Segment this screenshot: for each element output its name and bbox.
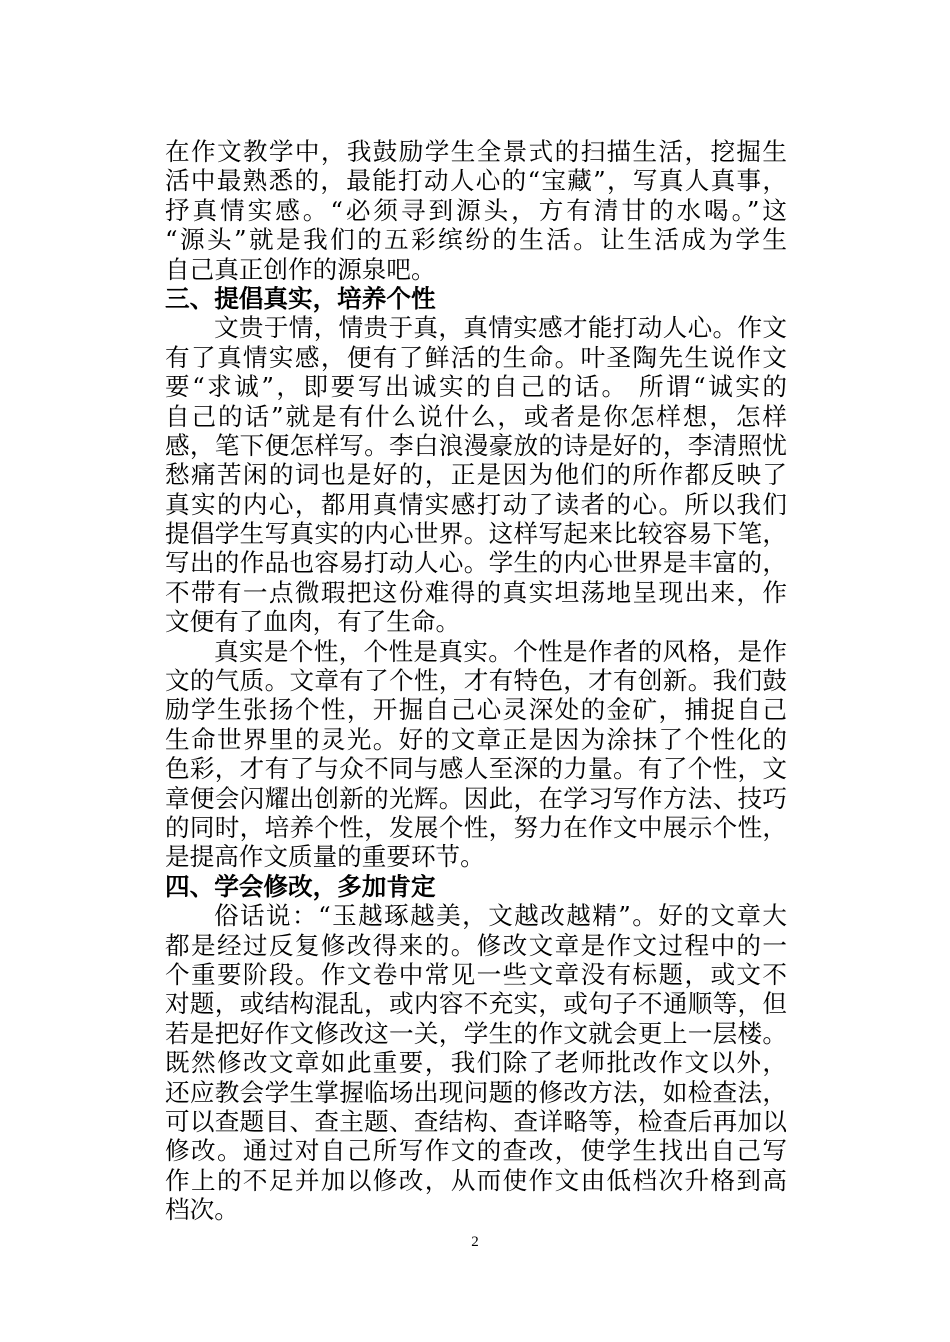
section-heading: 四、学会修改，多加肯定 [165,871,436,901]
paragraph-line: 要“求诚”，即要写出诚实的自己的话。 所谓“诚实的 [165,372,787,402]
paragraph-line: 修改。通过对自己所写作文的查改，使学生找出自己写 [165,1136,787,1166]
section-heading: 三、提倡真实，培养个性 [165,283,436,313]
paragraph-line: 的同时，培养个性，发展个性，努力在作文中展示个性， [165,812,787,842]
paragraph-line: 不带有一点微瑕把这份难得的真实坦荡地呈现出来，作 [165,577,787,607]
paragraph-line: 文贵于情，情贵于真，真情实感才能打动人心。作文 [214,313,787,343]
paragraph-line: 俗话说：“玉越琢越美，文越改越精”。好的文章大 [214,901,787,931]
paragraph-line: 真实的内心，都用真情实感打动了读者的心。所以我们 [165,489,787,519]
paragraph-line: 是提高作文质量的重要环节。 [165,842,485,872]
document-body [165,137,787,1224]
paragraph-line: 活中最熟悉的，最能打动人心的“宝藏”，写真人真事， [165,166,787,196]
paragraph-line: “源头”就是我们的五彩缤纷的生活。让生活成为学生 [165,225,787,255]
paragraph-line: 自己的话”就是有什么说什么，或者是你怎样想，怎样 [165,401,787,431]
paragraph-line: 在作文教学中，我鼓励学生全景式的扫描生活，挖掘生 [165,137,787,166]
paragraph-line: 可以查题目、查主题、查结构、查详略等，检查后再加以 [165,1106,787,1136]
paragraph-line: 还应教会学生掌握临场出现问题的修改方法，如检查法， [165,1077,787,1107]
paragraph-line: 写出的作品也容易打动人心。学生的内心世界是丰富的， [165,548,787,578]
paragraph-line: 作上的不足并加以修改，从而使作文由低档次升格到高 [165,1165,787,1195]
paragraph-line: 对题，或结构混乱，或内容不充实，或句子不通顺等，但 [165,989,787,1019]
paragraph-line: 个重要阶段。作文卷中常见一些文章没有标题，或文不 [165,959,787,989]
page-number: 2 [471,1234,479,1250]
paragraph-line: 档次。 [165,1195,239,1225]
paragraph-line: 抒真情实感。“必须寻到源头，方有清甘的水喝。”这 [165,195,787,225]
paragraph-line: 感，笔下便怎样写。李白浪漫豪放的诗是好的，李清照忧 [165,430,787,460]
paragraph-line: 色彩，才有了与众不同与感人至深的力量。有了个性，文 [165,754,787,784]
paragraph-line: 生命世界里的灵光。好的文章正是因为涂抹了个性化的 [165,724,787,754]
paragraph-line: 章便会闪耀出创新的光辉。因此，在学习写作方法、技巧 [165,783,787,813]
paragraph-line: 若是把好作文修改这一关，学生的作文就会更上一层楼。 [165,1018,787,1048]
paragraph-line: 愁痛苦闲的词也是好的，正是因为他们的所作都反映了 [165,460,787,490]
paragraph-line: 文的气质。文章有了个性，才有特色，才有创新。我们鼓 [165,666,787,696]
paragraph-line: 既然修改文章如此重要，我们除了老师批改作文以外， [165,1048,787,1078]
paragraph-line: 文便有了血肉，有了生命。 [165,607,461,637]
paragraph-line: 真实是个性，个性是真实。个性是作者的风格，是作 [214,636,787,666]
paragraph-line: 自己真正创作的源泉吧。 [165,254,436,284]
paragraph-line: 都是经过反复修改得来的。修改文章是作文过程中的一 [165,930,787,960]
paragraph-line: 有了真情实感，便有了鲜活的生命。叶圣陶先生说作文 [165,342,787,372]
paragraph-line: 励学生张扬个性，开掘自己心灵深处的金矿，捕捉自己 [165,695,787,725]
paragraph-line: 提倡学生写真实的内心世界。这样写起来比较容易下笔， [165,519,787,549]
